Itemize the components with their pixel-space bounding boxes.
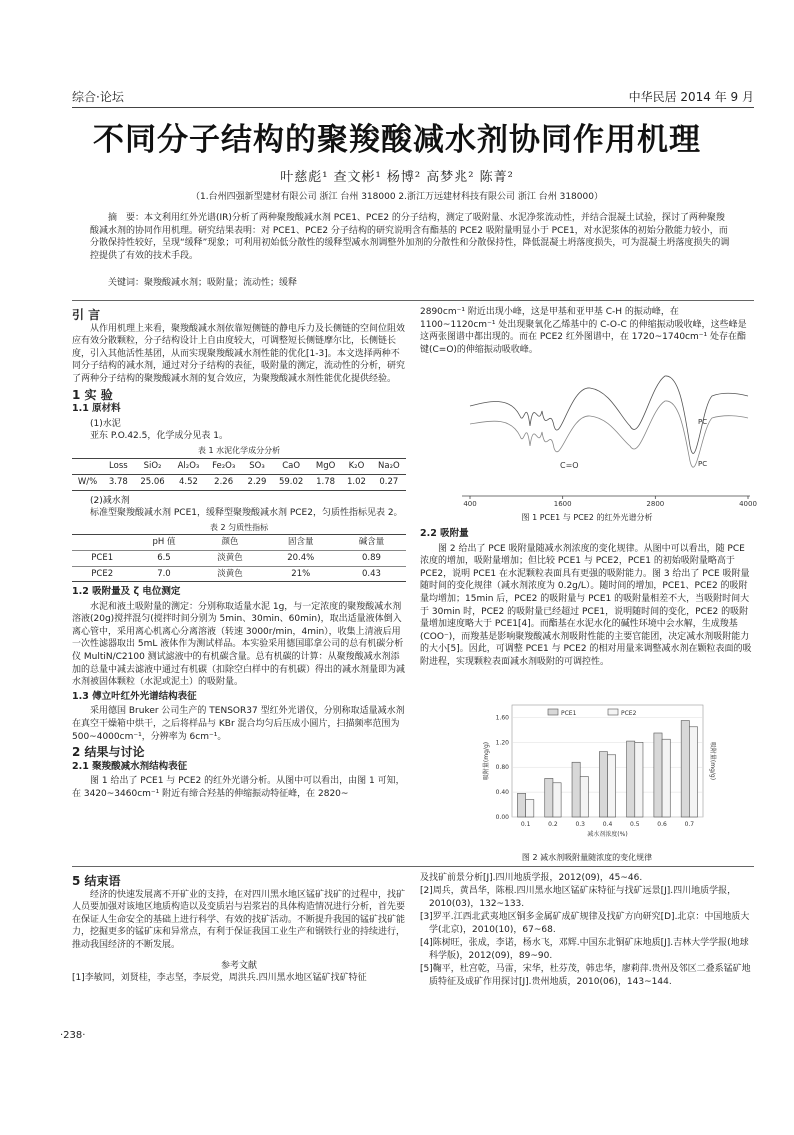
figure-caption: 图 1 PCE1 与 PCE2 的红外光谱分析 bbox=[521, 513, 653, 522]
bottom-divider bbox=[72, 866, 754, 867]
y-tick-label: 0.00 bbox=[495, 814, 509, 821]
bar-pce2-5 bbox=[662, 739, 670, 817]
y-tick-label: 1.20 bbox=[495, 739, 509, 747]
bar-pce2-3 bbox=[608, 755, 616, 817]
paragraph: 标准型聚羧酸减水剂 PCE1，缓释型聚羧酸减水剂 PCE2，匀质性指标见表 2。 bbox=[90, 508, 403, 519]
bar-pce1-0 bbox=[517, 793, 525, 817]
x-tick-label: 400 bbox=[463, 500, 477, 506]
table-cell bbox=[72, 458, 103, 474]
y-axis-label: 吸附量(mg/g) bbox=[483, 741, 490, 781]
table-cell: W/% bbox=[72, 474, 103, 490]
legend-label: PCE2 bbox=[621, 710, 637, 717]
x-tick-label: 0.6 bbox=[657, 821, 667, 828]
table-cell: 21% bbox=[265, 566, 337, 582]
legend-swatch bbox=[608, 709, 618, 715]
x-tick-label: 1600 bbox=[553, 500, 572, 506]
table-cell: SiO₂ bbox=[134, 458, 172, 474]
paragraph: 从作用机理上来看，聚羧酸减水剂依靠短侧链的静电斥力及长侧链的空间位阻效应有效分散颗粒，分子结构设计上自由度较大，可调整短长侧链摩尔比，长侧链长度，引入其他活性基团，从而实现聚羧酸减水剂性能的优化[1-3]。本文选择两种不同分子结构的减水剂，通过对分子结构的表征，吸附量的测定，流动性的分析，研究了两种分子结构的聚羧酸减水剂的复合效应，为聚羧酸减水剂性能优化提供经验。 bbox=[72, 323, 406, 384]
legend-swatch bbox=[548, 709, 558, 715]
paragraph: 经济的快速发展离不开矿业的支持，在对四川黑水地区锰矿找矿的过程中，找矿人员要加强对该地区地质构造以及变质岩与岩浆岩的具体构造情况进行分析，首先要在保证人生命安全的基础上进行科学、有效的找矿活动。不断提升我国的锰矿找矿能力，挖掘更多的锰矿床和异常点，有利于保证我国工业生产和钢铁行业的持续进行，推动我国经济的不断发展。 bbox=[72, 889, 406, 950]
table-cell: 7.0 bbox=[132, 566, 195, 582]
table-cell: Fe₂O₃ bbox=[206, 458, 242, 474]
reference-item: [5]鞠平，杜宫乾，马雷，宋华，杜芬茂，韩忠华，廖莉萍.贵州及邻区二叠系锰矿地质特征及成矿作用探讨[J].贵州地质，2010(06)，143~144. bbox=[420, 964, 751, 987]
right-column-continued bbox=[420, 526, 754, 669]
table-cell: K₂O bbox=[341, 458, 372, 474]
references-heading: 参考文献 bbox=[220, 960, 257, 971]
table-cell: Loss bbox=[103, 458, 134, 474]
table-cell: CaO bbox=[272, 458, 310, 474]
section-heading: 1 实 验 bbox=[72, 387, 113, 402]
paragraph: 亚东 P.O.42.5，化学成分见表 1。 bbox=[90, 431, 228, 442]
subsection-heading: 2.2 吸附量 bbox=[420, 528, 469, 539]
subsection-heading: 1.1 原材料 bbox=[72, 403, 121, 415]
table-row bbox=[72, 474, 406, 490]
annotation-co: C=O bbox=[560, 461, 579, 470]
table-cell: 0.89 bbox=[337, 550, 406, 566]
section-heading: 5 结束语 bbox=[72, 874, 121, 888]
table-cell: 淡黄色 bbox=[196, 566, 265, 582]
paragraph: 采用德国 Bruker 公司生产的 TENSOR37 型红外光谱仪，分别称取适量减水剂在真空干燥箱中烘干，之后将样品与 KBr 混合均匀后压成小圆片，扫描频率范围为 500~4000cm⁻¹，分辨率为 6cm⁻¹。 bbox=[72, 706, 405, 742]
y-tick-label: 0.40 bbox=[495, 789, 509, 797]
bar-pce2-6 bbox=[689, 727, 697, 817]
reference-item: [3]罗平.江西北武夷地区铜多金属矿成矿规律及找矿方向研究[D].北京：中国地质大学(北京)，2010(10)，67~68. bbox=[420, 912, 750, 935]
reference-item: 及找矿前景分析[J].四川地质学报，2012(09)，45~46. bbox=[420, 873, 643, 883]
paragraph: (2)减水剂 bbox=[90, 495, 130, 506]
bar-pce1-2 bbox=[572, 762, 580, 817]
table-row bbox=[72, 458, 406, 474]
x-tick-label: 0.2 bbox=[548, 821, 558, 828]
bar-pce1-4 bbox=[627, 741, 635, 817]
table-cell: 1.02 bbox=[341, 474, 372, 490]
page-number: ·238· bbox=[60, 1030, 86, 1041]
bar-pce1-1 bbox=[545, 778, 553, 817]
section-heading: 引 言 bbox=[72, 308, 101, 322]
table-cell: 颜色 bbox=[196, 535, 265, 551]
paragraph: 水泥和液土吸附量的测定：分别称取适量水泥 1g，与一定浓度的聚羧酸减水剂溶液(20g)搅拌混匀(搅拌时间分别为 5min、30min、60min)，取出适量液体倒入离心管中，采用离心机离心分离溶液（转速 3000r/min，4min），收集上清液后用一次性滤器取出 5mL 液体作为测试样品。本实验采用德国耶拿公司的总有机碳分析仪 MultiN/C2100 测试滤液中的有机碳含量。总有机碳的计算：从聚羧酸减水剂添加的总量中减去滤液中通过有机碳（扣除空白样中的有机碳）得出的减水剂量即为减水剂被固体颗粒（水泥或泥土）的吸附量。 bbox=[72, 601, 406, 688]
table-cell: 20.4% bbox=[265, 550, 337, 566]
reference-item: [1]李敏同，刘贤桂，李志坚，李辰党，周洪兵.四川黑水地区锰矿找矿特征 bbox=[72, 973, 367, 984]
section-heading: 2 结果与讨论 bbox=[72, 745, 145, 760]
references-column bbox=[420, 872, 754, 989]
reference-item: [2]周兵，黄昌华，陈根.四川黑水地区锰矿床特征与找矿远景[J].四川地质学报，2010(03)，132~133. bbox=[420, 886, 737, 909]
table-cell: 1.78 bbox=[310, 474, 341, 490]
x-tick-label: 0.1 bbox=[520, 821, 531, 828]
article-title: 不同分子结构的聚羧酸减水剂协同作用机理 bbox=[93, 122, 701, 158]
keywords: 关键词：聚羧酸减水剂；吸附量；流动性；缓释 bbox=[108, 278, 298, 288]
x-tick-label: 4000 bbox=[739, 500, 757, 506]
y-axis-label-right: 吸附量(mg/g) bbox=[709, 741, 716, 781]
table-caption: 表 1 水泥化学成分分析 bbox=[197, 445, 281, 455]
x-tick-label: 2800 bbox=[646, 500, 665, 506]
table-cell: Al₂O₃ bbox=[171, 458, 205, 474]
annotation-pc1: PC bbox=[698, 418, 708, 426]
bar-pce1-3 bbox=[599, 752, 607, 817]
table-cell: PCE1 bbox=[72, 550, 132, 566]
table-cement-composition bbox=[72, 458, 406, 491]
bar-pce1-6 bbox=[681, 721, 689, 817]
subsection-heading: 1.2 吸附量及 ζ 电位测定 bbox=[72, 586, 181, 598]
table-cell: 碱含量 bbox=[337, 535, 406, 551]
table-cell: 淡黄色 bbox=[196, 550, 265, 566]
bar-pce2-2 bbox=[580, 777, 588, 817]
table-cell: pH 值 bbox=[132, 535, 195, 551]
y-tick-label: 1.60 bbox=[495, 714, 509, 722]
ir-spectrum-chart bbox=[450, 366, 760, 506]
series-line-pc2 bbox=[470, 401, 748, 467]
table-cell: 59.02 bbox=[272, 474, 310, 490]
reference-item: [4]陈树旺，张成，李诺，杨水飞，邓辉.中国东北铜矿床地质[J].吉林大学学报(地球科学版)，2012(09)，89~90. bbox=[420, 938, 749, 961]
paragraph: (1)水泥 bbox=[90, 418, 121, 429]
right-column bbox=[420, 306, 754, 356]
legend-label: PCE1 bbox=[561, 710, 577, 717]
authors: 叶慈彪¹ 查文彬¹ 杨博² 高梦兆² 陈菁² bbox=[280, 170, 514, 185]
x-tick-label: 0.4 bbox=[602, 821, 613, 828]
x-tick-label: 0.7 bbox=[684, 821, 695, 828]
x-tick-label: 0.5 bbox=[630, 821, 640, 828]
abstract: 摘 要：本文利用红外光谱(IR)分析了两种聚羧酸减水剂 PCE1、PCE2 的分子结构，测定了吸附量、水泥净浆流动性，并结合混凝土试验，探讨了两种聚羧酸减水剂的协同作用机理。研究结果表明：对 PCE1、PCE2 分子结构的研究说明含有酯基的 PCE2 吸附量明显小于 PCE1，对水泥浆体的初始分散能力较小，而分散保持性较好，呈现“缓释”现象；可利用初始低分散性的缓释型减水剂调整外加剂的分散性和分散保持性，降低混凝土坍落度损失，可为混凝土坍落度损失的调控提供了有效的技术手段。 bbox=[90, 213, 730, 261]
subsection-heading: 1.3 傅立叶红外光谱结构表征 bbox=[72, 690, 197, 702]
table-cell: 2.26 bbox=[206, 474, 242, 490]
y-tick-label: 0.80 bbox=[495, 764, 509, 772]
x-axis-label: 减水剂浓度(%) bbox=[587, 831, 628, 838]
table-caption: 表 2 匀质性指标 bbox=[209, 522, 269, 532]
x-tick-label: 0.3 bbox=[575, 821, 585, 828]
subsection-heading: 2.1 聚羧酸减水剂结构表征 bbox=[72, 760, 188, 772]
bar-pce1-5 bbox=[654, 733, 662, 817]
table-cell: Na₂O bbox=[372, 458, 406, 474]
table-cell: 25.06 bbox=[134, 474, 172, 490]
table-row bbox=[72, 566, 406, 582]
series-line-pc1 bbox=[470, 376, 748, 453]
table-cell: 6.5 bbox=[132, 550, 195, 566]
bar-pce2-1 bbox=[553, 783, 561, 817]
table-row bbox=[72, 550, 406, 566]
paragraph: 图 2 给出了 PCE 吸附量随减水剂浓度的变化规律。从图中可以看出，随 PCE 浓度的增加，吸附量增加；但比较 PCE1 与 PCE2，PCE1 的初始吸附量略高于 PCE2，说明 PCE1 在水泥颗粒表面具有更强的吸附能力。图 3 给出了 PCE 吸附量随时间的变化规律（减水剂浓度为 0.2g/L）。随时间的增加，PCE1、PCE2 的吸附量均增加；15min 后，PCE2 的吸附量与 PCE1 的吸附量相差不大，当吸附时间大于 30min 时，PCE2 的吸附量已经超过 PCE1，说明随时间的变化，PCE2 的吸附量增加速度略大于 PCE1[4]。而酯基在水泥水化的碱性环境中会水解，生成羧基(COO⁻)，而羧基是影响聚羧酸减水剂吸附性能的主要官能团，决定减水剂吸附能力的大小[5]。因此，可调整 PCE1 与 PCE2 的相对用量来调整减水剂在颗粒表面的吸附进程，实现颗粒表面减水剂吸附的可调控性。 bbox=[420, 543, 752, 667]
bar-pce2-4 bbox=[635, 742, 643, 817]
table-homogeneity bbox=[72, 534, 406, 582]
table-cell: SO₃ bbox=[242, 458, 273, 474]
table-cell: 2.29 bbox=[242, 474, 273, 490]
annotation-pc2: PC bbox=[698, 460, 708, 468]
conclusion-column bbox=[72, 872, 406, 985]
table-cell bbox=[72, 535, 132, 551]
table-row bbox=[72, 535, 406, 551]
paragraph: 2890cm⁻¹ 附近出现小峰，这是甲基和亚甲基 C-H 的振动峰，在 1100~1120cm⁻¹ 处出现聚氧化乙烯基中的 C-O-C 的伸缩振动吸收峰，这些峰是这两张图谱中都出现的。而在 PCE2 红外图谱中，在 1720~1740cm⁻¹ 处存在酯键(C=O)的伸缩振动吸收峰。 bbox=[420, 307, 747, 355]
table-cell: 4.52 bbox=[171, 474, 205, 490]
table-cell: PCE2 bbox=[72, 566, 132, 582]
abstract-divider bbox=[72, 300, 754, 301]
journal-section: 综合·论坛 bbox=[72, 90, 124, 104]
left-column bbox=[72, 306, 406, 801]
table-cell: 固含量 bbox=[265, 535, 337, 551]
journal-issue: 中华民居 2014 年 9 月 bbox=[628, 90, 754, 104]
table-cell: 3.78 bbox=[103, 474, 134, 490]
table-cell: MgO bbox=[310, 458, 341, 474]
table-cell: 0.27 bbox=[372, 474, 406, 490]
running-header bbox=[72, 86, 754, 108]
bar-pce2-0 bbox=[526, 800, 534, 817]
affiliations: （1.台州四强新型建材有限公司 浙江 台州 318000 2.浙江万远建材科技有限公司 浙江 台州 318000） bbox=[191, 192, 603, 202]
paragraph: 图 1 给出了 PCE1 与 PCE2 的红外光谱分析。从图中可以看出，由图 1 可知，在 3420~3460cm⁻¹ 附近有缔合羟基的伸缩振动特征峰，在 2820~ bbox=[72, 776, 405, 799]
adsorption-bar-chart bbox=[478, 695, 718, 845]
table-cell: 0.43 bbox=[337, 566, 406, 582]
figure-caption: 图 2 减水剂吸附量随浓度的变化规律 bbox=[521, 853, 653, 862]
